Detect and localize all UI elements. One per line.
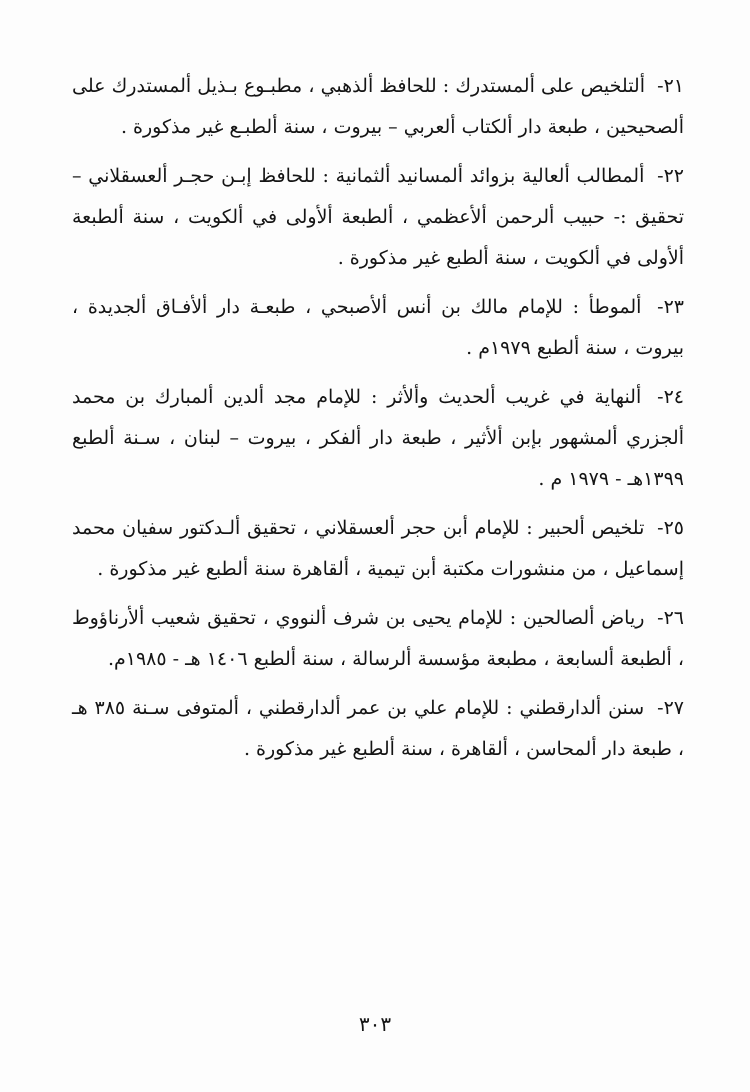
bibliography-entry-27 <box>72 688 684 770</box>
bibliography-entry-23 <box>72 287 684 369</box>
entry-text: سنن ألدارقطني : للإمام علي بن عمر ألدارقطني ، ألمتوفى سـنة ٣٨٥ هـ ، طبعة دار ألمحاسن ، ألقاهرة ، سنة ألطبع غير مذكورة . <box>72 697 684 760</box>
entry-number: ٢١- <box>657 75 684 97</box>
page-number: ٣٠٣ <box>358 1012 392 1036</box>
entry-number: ٢٦- <box>657 607 684 629</box>
entry-text: ألنهاية في غريب ألحديث وألأثر : للإمام مجد ألدين ألمبارك بن محمد ألجزري ألمشهور بإبن ألأثير ، طبعة دار ألفكر ، بيروت – لبنان ، سـنة ألطبع ١٣٩٩هـ - ١٩٧٩ م . <box>72 386 684 490</box>
entry-number: ٢٤- <box>657 386 684 408</box>
entry-number: ٢٣- <box>657 296 684 318</box>
entry-number: ٢٧- <box>657 697 684 719</box>
bibliography-entry-24 <box>72 377 684 500</box>
bibliography-entry-25 <box>72 508 684 590</box>
entry-number: ٢٥- <box>657 517 684 539</box>
entry-number: ٢٢- <box>657 165 684 187</box>
bibliography-entry-22 <box>72 156 684 279</box>
bibliography-entry-26 <box>72 598 684 680</box>
bibliography-entry-21 <box>72 66 684 148</box>
bibliography-list <box>72 66 684 778</box>
entry-text: تلخيص ألحبير : للإمام أبن حجر ألعسقلاني ، تحقيق ألـدكتور سفيان محمد إسماعيل ، من منشورات مكتبة أبن تيمية ، ألقاهرة سنة ألطبع غير مذكورة . <box>72 517 684 580</box>
entry-text: رياض ألصالحين : للإمام يحيى بن شرف ألنووي ، تحقيق شعيب ألأرناؤوط ، ألطبعة ألسابعة ، مطبعة مؤسسة ألرسالة ، سنة ألطبع ١٤٠٦ هـ - ١٩٨٥م. <box>72 607 684 670</box>
entry-text: ألموطأ : للإمام مالك بن أنس ألأصبحي ، طبعـة دار ألأفـاق ألجديدة ، بيروت ، سنة ألطبع ١٩٧٩م . <box>72 296 684 359</box>
entry-text: ألتلخيص على ألمستدرك : للحافظ ألذهبي ، مطبـوع بـذيل ألمستدرك على ألصحيحين ، طبعة دار ألكتاب ألعربي – بيروت ، سنة ألطبـع غير مذكورة . <box>72 75 684 138</box>
entry-text: ألمطالب ألعالية بزوائد ألمسانيد ألثمانية : للحافظ إبـن حجـر ألعسقلاني – تحقيق :- حبيب ألرحمن ألأعظمي ، ألطبعة ألأولى في ألكويت ، سنة ألطبعة ألأولى في ألكويت ، سنة ألطبع غير مذكورة . <box>72 165 684 269</box>
